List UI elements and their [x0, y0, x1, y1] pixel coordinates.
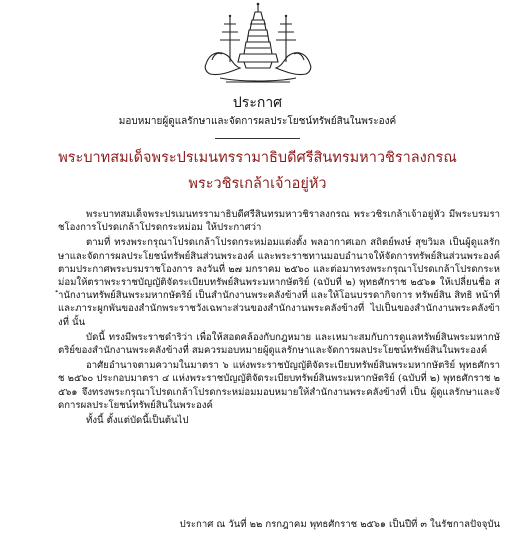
announcement-subtitle: มอบหมายผู้ดูแลรักษาและจัดการผลประโยชน์ทรัพย์สินในพระองค์	[118, 116, 397, 127]
paragraph-effective: ทั้งนี้ ตั้งแต่บัดนี้เป็นต้นไป	[86, 415, 189, 427]
paragraph-preamble: พระบาทสมเด็จพระปรเมนทรรามาธิบดีศรีสินทรมหาวชิราลงกรณ พระวชิรเกล้าเจ้าอยู่หัว มีพระบรมราชโองการโปรดเกล้าโปรดกระหม่อม ให้ประกาศว่า	[58, 209, 500, 234]
royal-title-line-2: พระวชิรเกล้าเจ้าอยู่หัว	[188, 176, 327, 192]
paragraph-rationale: บัดนี้ ทรงมีพระราชดำริว่า เพื่อให้สอดคล้องกับกฎหมาย และเหมาะสมกับการดูแลทรัพย์สินพระมหากษัตริย์ของสำนักงานพระคลังข้างที่ สมควรมอบหมายผู้ดูแลรักษาและจัดการผลประโยชน์ทรัพย์สินในพระองค์	[58, 331, 500, 357]
royal-title-line-1: พระบาทสมเด็จพระปรเมนทรรามาธิบดีศรีสินทรมหาวชิราลงกรณ	[58, 150, 457, 166]
paragraph-assignment: อาศัยอำนาจตามความในมาตรา ๖ แห่งพระราชบัญญัติจัดระเบียบทรัพย์สินพระมหากษัตริย์ พุทธศักราช ๒๕๖๐ ประกอบมาตรา ๔ แห่งพระราชบัญญัติจัดระเบียบทรัพย์สินพระมหากษัตริย์ (ฉบับที่ ๒) พุทธศักราช ๒๕๖๑ จึงทรงพระกรุณาโปรดเกล้าโปรดกระหม่อมมอบหมายให้สำนักงานพระคลังข้างที่ เป็น ผู้ดูแลรักษาและจัดการผลประโยชน์ทรัพย์สินในพระองค์	[58, 360, 500, 411]
announcement-body	[58, 208, 500, 427]
royal-emblem-icon	[200, 2, 316, 86]
paragraph-background: ตามที่ ทรงพระกรุณาโปรดเกล้าโปรดกระหม่อมแต่งตั้ง พลอากาศเอก สถิตย์พงษ์ สุขวิมล เป็นผู้ดูแลรักษาและจัดการผลประโยชน์ทรัพย์สินส่วนพระองค์ และพระราชทานมอบอำนาจให้จัดการทรัพย์สินส่วนพระองค์ ตามประกาศพระบรมราชโองการ ลงวันที่ ๒๗ มกราคม ๒๕๖๐ และต่อมาทรงพระกรุณาโปรดเกล้าโปรดกระหม่อมให้ตราพระราชบัญญัติจัดระเบียบทรัพย์สินพระมหากษัตริย์ (ฉบับที่ ๒) พุทธศักราช ๒๕๖๑ ให้เปลี่ยนชื่อ สำนักงานทรัพย์สินพระมหากษัตริย์ เป็นสำนักงานพระคลังข้างที่ และให้โอนบรรดากิจการ ทรัพย์สิน สิทธิ หน้าที่ และภาระผูกพันของสำนักพระราชวังเฉพาะส่วนของสำนักงานพระคลังข้างที่ ไปเป็นของสำนักงานพระคลังข้างที่ นั้น	[58, 237, 500, 328]
signoff-date: ประกาศ ณ วันที่ ๒๒ กรกฎาคม พุทธศักราช ๒๕๖๑ เป็นปีที่ ๓ ในรัชกาลปัจจุบัน	[179, 519, 500, 530]
divider	[215, 138, 300, 139]
announcement-title: ประกาศ	[232, 95, 283, 111]
